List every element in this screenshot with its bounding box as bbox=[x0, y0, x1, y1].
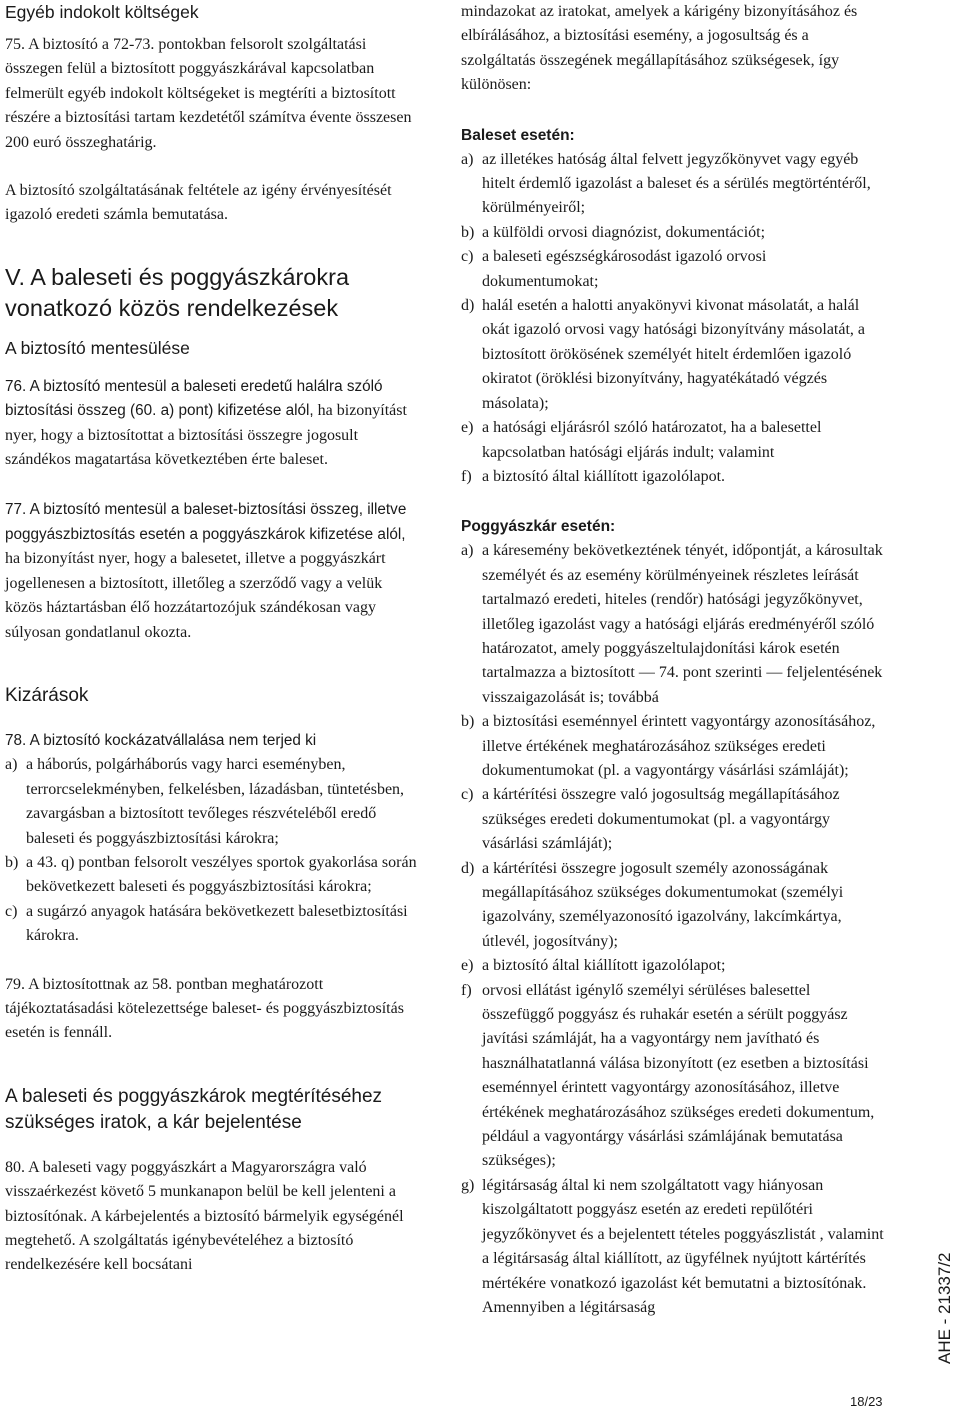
list-item bbox=[461, 1174, 885, 1320]
list-item bbox=[461, 416, 885, 465]
list-item-label: g) bbox=[461, 1176, 475, 1194]
list-item-label: b) bbox=[461, 223, 475, 241]
list-item-label: b) bbox=[461, 713, 475, 731]
heading-other-costs: Egyéb indokolt költségek bbox=[5, 2, 199, 22]
list-item bbox=[461, 857, 885, 955]
list-item bbox=[461, 148, 885, 221]
paragraph-77-lead: 77. A biztosító mentesül a baleset-biztosítási összeg, illetve poggyászbiztosítás esetén a poggyászkárok kifizetése alól, bbox=[5, 501, 407, 543]
list-item-text: a baleseti egészségkárosodást igazoló orvosi dokumentumokat; bbox=[482, 248, 767, 290]
paragraph-77 bbox=[5, 498, 423, 644]
list-item-text: a sugárzó anyagok hatására bekövetkezett balesetbiztosítási károkra. bbox=[26, 902, 408, 945]
paragraph-76-rest: ha bizonyítást nyer, hogy a biztosítottat a biztosítási összegre jogosult szándékos magatartása következtében érte baleset. bbox=[5, 402, 407, 469]
paragraph-76-lead: 76. A biztosító mentesül a baleseti eredetű halálra szóló biztosítási összeg (60. a) pont) kifizetése alól, bbox=[5, 377, 383, 420]
list-item-text: a 43. q) pontban felsorolt veszélyes sportok gyakorlása során bekövetkezett baleseti és poggyászbiztosítási károkra; bbox=[26, 853, 417, 896]
list-item bbox=[5, 851, 423, 900]
list-item bbox=[461, 710, 885, 783]
paragraph-76 bbox=[5, 375, 423, 473]
paragraph-80-continued: mindazokat az iratokat, amelyek a kárigény bizonyításához és elbírálásához, a biztosítási esemény, a jogosultság és a szolgáltatás összegének megállapításához szükségesek, így különösen: bbox=[461, 3, 858, 94]
left-column bbox=[5, 0, 423, 1278]
heading-exemption: A biztosító mentesülése bbox=[5, 337, 190, 358]
paragraph-78-lead: 78. A biztosító kockázatvállalása nem terjed ki bbox=[5, 731, 317, 749]
paragraph-75: 75. A biztosító a 72-73. pontokban felsorolt szolgáltatási összegen felül a biztosított poggyászkárával kapcsolatban felmerült egyéb indokolt költségeket is megtéríti a biztosított részére a biztosítási tartam kezdetétől számítva évente összesen 200 euró összeghatárig. bbox=[5, 36, 412, 151]
page-number: 18/23 bbox=[850, 1394, 883, 1409]
list-item-text: a külföldi orvosi diagnózist, dokumentációt; bbox=[482, 223, 766, 241]
list-item bbox=[461, 979, 885, 1174]
heading-exclusions: Kizárások bbox=[5, 684, 89, 706]
exclusion-list bbox=[5, 753, 423, 948]
list-item-text: a hatósági eljárásról szóló határozatot, ha a balesettel kapcsolatban hatósági eljárás indult; valamint bbox=[482, 419, 822, 461]
list-item-label: f) bbox=[461, 981, 472, 999]
paragraph-75-condition: A biztosító szolgáltatásának feltétele az igény érvényesítését igazoló eredeti számla bemutatása. bbox=[5, 182, 392, 224]
paragraph-80: 80. A baleseti vagy poggyászkárt a Magyarországra való visszaérkezést követő 5 munkanapon belül be kell jelenteni a biztosítónak. A kárbejelentés a biztosító bármelyik egységénél megtehető. A szolgáltatás igénybevételéhez a biztosító rendelkezésére kell bocsátani bbox=[5, 1158, 404, 1274]
list-item bbox=[461, 954, 885, 978]
list-item bbox=[461, 245, 885, 294]
list-item-text: orvosi ellátást igénylő személyi sérüléses balesettel összefüggő poggyász és ruhakár esetén a sérült poggyász javítási számláját, ha a vagyontárgy nem javítható és használhatatlanná válása bizonyított (ez esetben a biztosítási eseménnyel érintett vagyontárgy azonosításához, illetve értékének meghatározásához szükséges eredeti dokumentum, például a vagyontárgy vásárlási számlájának bemutatása szükséges); bbox=[482, 981, 875, 1170]
list-item-text: a káresemény bekövetkeztének tényét, időpontját, a károsultak személyét és az esemény körülményeinek részletes leírását tartalmazó eredeti, hiteles (rendőr) hatósági jegyzőkönyvet, illetőleg igazolást vagy a hatósági eljárás eredményéről szóló határozatot, amely poggyászeltulajdonítási károk esetén tartalmazza a biztosított — 74. pont szerinti — feljelentésének visszaigazolását is; továbbá bbox=[482, 542, 883, 706]
list-item bbox=[461, 539, 885, 710]
list-item-label: f) bbox=[461, 467, 472, 485]
list-item-label: a) bbox=[461, 150, 474, 168]
list-item-text: légitársaság által ki nem szolgáltatott vagy hiányosan kiszolgáltatott poggyász esetén az eredeti repülőtéri jegyzőkönyvet és a bejelentett tételes poggyászlistát , valamint a légitársaság által kiállított, az ügyfélnek nyújtott kártérítés mértékére vonatkozó igazolást két bemutatni a biztosítónak. Amennyiben a légitársaság bbox=[482, 1176, 884, 1316]
list-item bbox=[461, 783, 885, 856]
list-item bbox=[5, 900, 423, 949]
heading-documents: A baleseti és poggyászkárok megtérítéséhez szükséges iratok, a kár bejelentése bbox=[5, 1085, 383, 1133]
section-title-v: V. A baleseti és poggyászkárokra vonatkozó közös rendelkezések bbox=[5, 263, 350, 321]
list-item-text: a biztosító által kiállított igazolólapot; bbox=[482, 957, 726, 975]
list-item-label: d) bbox=[461, 859, 475, 877]
list-item-text: az illetékes hatóság által felvett jegyzőkönyvet vagy egyéb hitelt érdemlő igazolást a baleset és a sérülés megtörténtéről, körülményeiről; bbox=[482, 150, 871, 217]
right-column bbox=[461, 0, 885, 1320]
list-item bbox=[461, 465, 885, 489]
list-item-text: a biztosító által kiállított igazolólapot. bbox=[482, 467, 726, 485]
list-item-text: a háborús, polgárháborús vagy harci eseményben, terrorcselekményben, felkelésben, lázadásban, tüntetésben, zavargásban a biztosított tevőleges részvételéből eredő baleseti és poggyászbiztosítási károkra; bbox=[26, 756, 405, 847]
list-item-label: a) bbox=[5, 756, 18, 774]
list-item-label: c) bbox=[5, 902, 18, 920]
list-item-label: c) bbox=[461, 248, 474, 266]
luggage-docs-list bbox=[461, 539, 885, 1320]
list-item-label: e) bbox=[461, 957, 474, 975]
accident-docs-list bbox=[461, 148, 885, 490]
document-code: AHE - 21337/2 bbox=[935, 1252, 954, 1364]
paragraph-79: 79. A biztosítottnak az 58. pontban meghatározott tájékoztatásadási kötelezettsége baleset- és poggyászbiztosítás esetén is fennáll. bbox=[5, 975, 404, 1042]
list-item bbox=[461, 294, 885, 416]
heading-luggage-case: Poggyászkár esetén: bbox=[461, 518, 616, 536]
list-item-label: c) bbox=[461, 786, 474, 804]
list-item-label: e) bbox=[461, 419, 474, 437]
list-item-text: halál esetén a halotti anyakönyvi kivonat másolatát, a halál okát igazoló orvosi vagy hatósági bizonyítvány másolatát, a biztosított örökösének személyét hitelt érdemlően igazoló okiratot (öröklési bizonyítvány, hagyatékátadó végzés másolata); bbox=[482, 297, 866, 412]
list-item-text: a kártérítési összegre való jogosultság megállapításához szükséges eredeti dokumentumokat (pl. a vagyontárgy vásárlási számláját); bbox=[482, 786, 840, 853]
list-item-label: d) bbox=[461, 297, 475, 315]
list-item-text: a biztosítási eseménnyel érintett vagyontárgy azonosításához, illetve értékének meghatározásához szükséges eredeti dokumentumokat (pl. a vagyontárgy vásárlási számláját); bbox=[482, 713, 876, 779]
paragraph-77-rest: ha bizonyítást nyer, hogy a balesetet, illetve a poggyászkárt jogellenesen a biztosított, illetőleg a szerződő vagy a velük közös háztartásban élő hozzátartozójuk szándékosan vagy súlyosan gondatlanul okozta. bbox=[5, 550, 386, 641]
heading-accident-case: Baleset esetén: bbox=[461, 126, 575, 144]
list-item bbox=[461, 221, 885, 245]
list-item bbox=[5, 753, 423, 851]
list-item-label: b) bbox=[5, 853, 19, 871]
list-item-label: a) bbox=[461, 542, 474, 560]
list-item-text: a kártérítési összegre jogosult személy azonosságának megállapításához szükséges dokumentumokat (személyi igazolvány, személyazonosító igazolvány, lakcímkártya, útlevél, jogosítvány); bbox=[482, 859, 844, 950]
